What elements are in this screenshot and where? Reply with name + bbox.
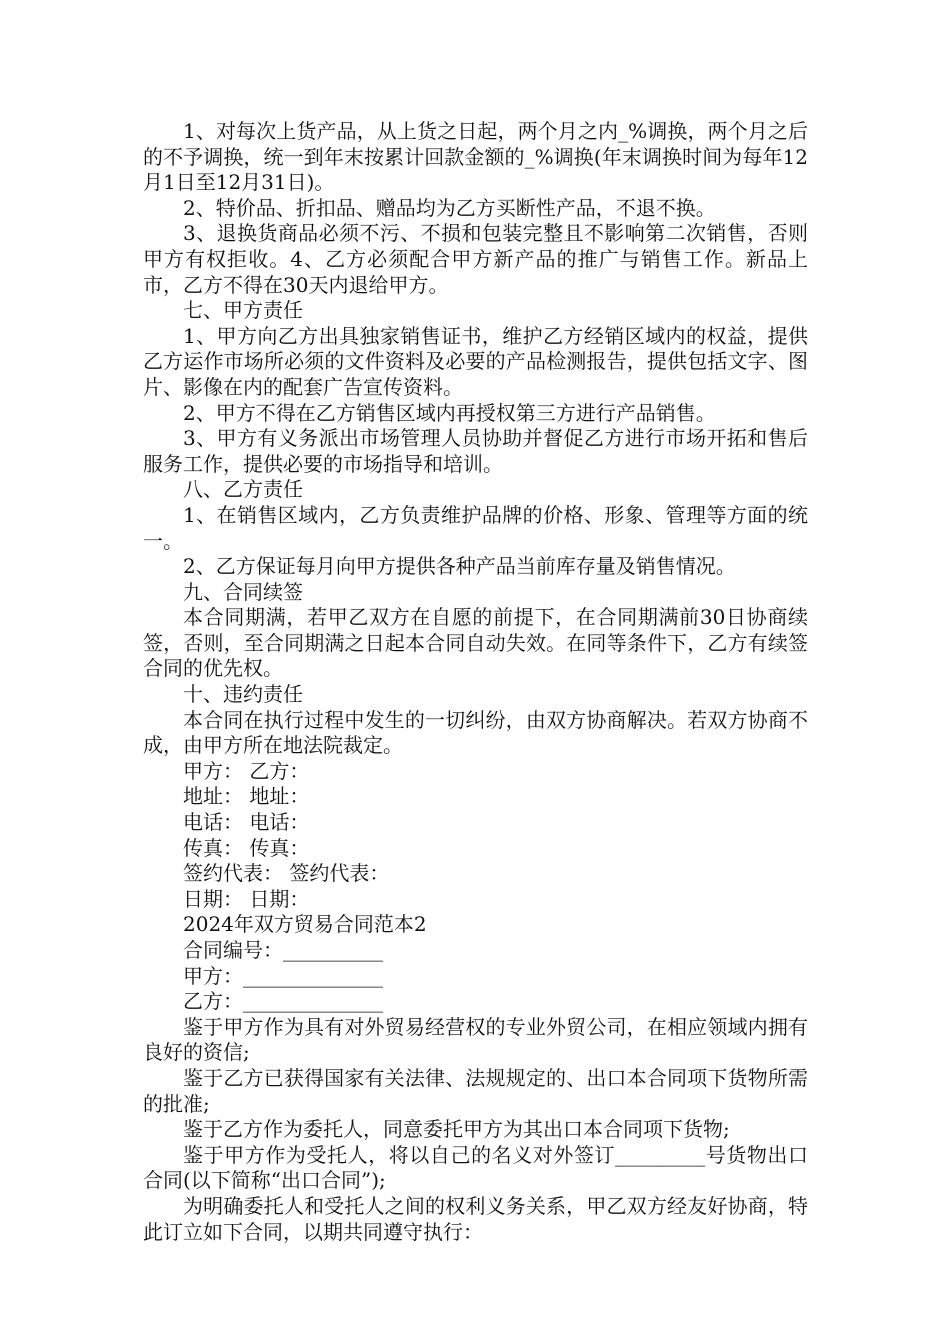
recital-party-a-credentials: 鉴于甲方作为具有对外贸易经营权的专业外贸公司，在相应领域内拥有良好的资信; bbox=[143, 1014, 808, 1065]
clause-party-a-2: 2、甲方不得在乙方销售区域内再授权第三方进行产品销售。 bbox=[183, 400, 716, 425]
recital-party-a-signs-export: 鉴于甲方作为受托人，将以自己的名义对外签订_________号货物出口合同(以下简称“出口合同”); bbox=[143, 1142, 808, 1193]
second-contract-title: 2024年双方贸易合同范本2 bbox=[183, 912, 427, 937]
clause-party-a-1: 1、甲方向乙方出具独家销售证书，维护乙方经销区域内的权益，提供乙方运作市场所必须的文件资料及必要的产品检测报告，提供包括文字、图片、影像在内的配套广告宣传资料。 bbox=[143, 323, 808, 399]
clause-return-exchange-timing: 1、对每次上货产品，从上货之日起，两个月之内_%调换，两个月之后的不予调换，统一到年末按累计回款金额的_%调换(年末调换时间为每年12月1日至12月31日)。 bbox=[143, 119, 808, 195]
section-heading-party-a: 七、甲方责任 bbox=[183, 298, 303, 323]
signature-address: 地址： 地址： bbox=[183, 784, 310, 809]
signature-fax: 传真： 传真： bbox=[183, 835, 310, 860]
clause-renewal: 本合同期满，若甲乙双方在自愿的前提下，在合同期满前30日协商续签，否则，至合同期满之日起本合同自动失效。在同等条件下，乙方有续签合同的优先权。 bbox=[143, 605, 808, 681]
section-heading-liability: 十、违约责任 bbox=[183, 682, 303, 707]
clause-special-items: 2、特价品、折扣品、赠品均为乙方买断性产品，不退不换。 bbox=[183, 195, 716, 220]
party-a-field: 甲方：______________ bbox=[183, 963, 383, 988]
clause-liability: 本合同在执行过程中发生的一切纠纷，由双方协商解决。若双方协商不成，由甲方所在地法院裁定。 bbox=[143, 707, 808, 758]
party-b-field: 乙方：______________ bbox=[183, 989, 383, 1014]
signature-phone: 电话： 电话： bbox=[183, 810, 310, 835]
signature-parties: 甲方： 乙方： bbox=[183, 758, 310, 783]
signature-representative: 签约代表： 签约代表： bbox=[183, 861, 390, 886]
contract-number-field: 合同编号：__________ bbox=[183, 938, 383, 962]
section-heading-renewal: 九、合同续签 bbox=[183, 579, 303, 604]
clause-party-b-2: 2、乙方保证每月向甲方提供各种产品当前库存量及销售情况。 bbox=[183, 554, 736, 579]
clause-party-b-1: 1、在销售区域内，乙方负责维护品牌的价格、形象、管理等方面的统一。 bbox=[143, 502, 808, 553]
clause-party-a-3: 3、甲方有义务派出市场管理人员协助并督促乙方进行市场开拓和售后服务工作，提供必要的市场指导和培训。 bbox=[143, 426, 808, 476]
recital-purpose: 为明确委托人和受托人之间的权利义务关系，甲乙双方经友好协商，特此订立如下合同，以期共同遵守执行： bbox=[143, 1193, 808, 1244]
signature-date: 日期： 日期： bbox=[183, 886, 310, 911]
section-heading-party-b: 八、乙方责任 bbox=[183, 477, 303, 502]
recital-party-b-entrusts: 鉴于乙方作为委托人，同意委托甲方为其出口本合同项下货物; bbox=[183, 1117, 730, 1142]
recital-party-b-approval: 鉴于乙方已获得国家有关法律、法规规定的、出口本合同项下货物所需的批准; bbox=[143, 1065, 808, 1116]
clause-return-condition: 3、退换货商品必须不污、不损和包装完整且不影响第二次销售，否则甲方有权拒收。4、乙方必须配合甲方新产品的推广与销售工作。新品上市，乙方不得在30天内退给甲方。 bbox=[143, 221, 808, 297]
document-body bbox=[143, 119, 808, 1245]
